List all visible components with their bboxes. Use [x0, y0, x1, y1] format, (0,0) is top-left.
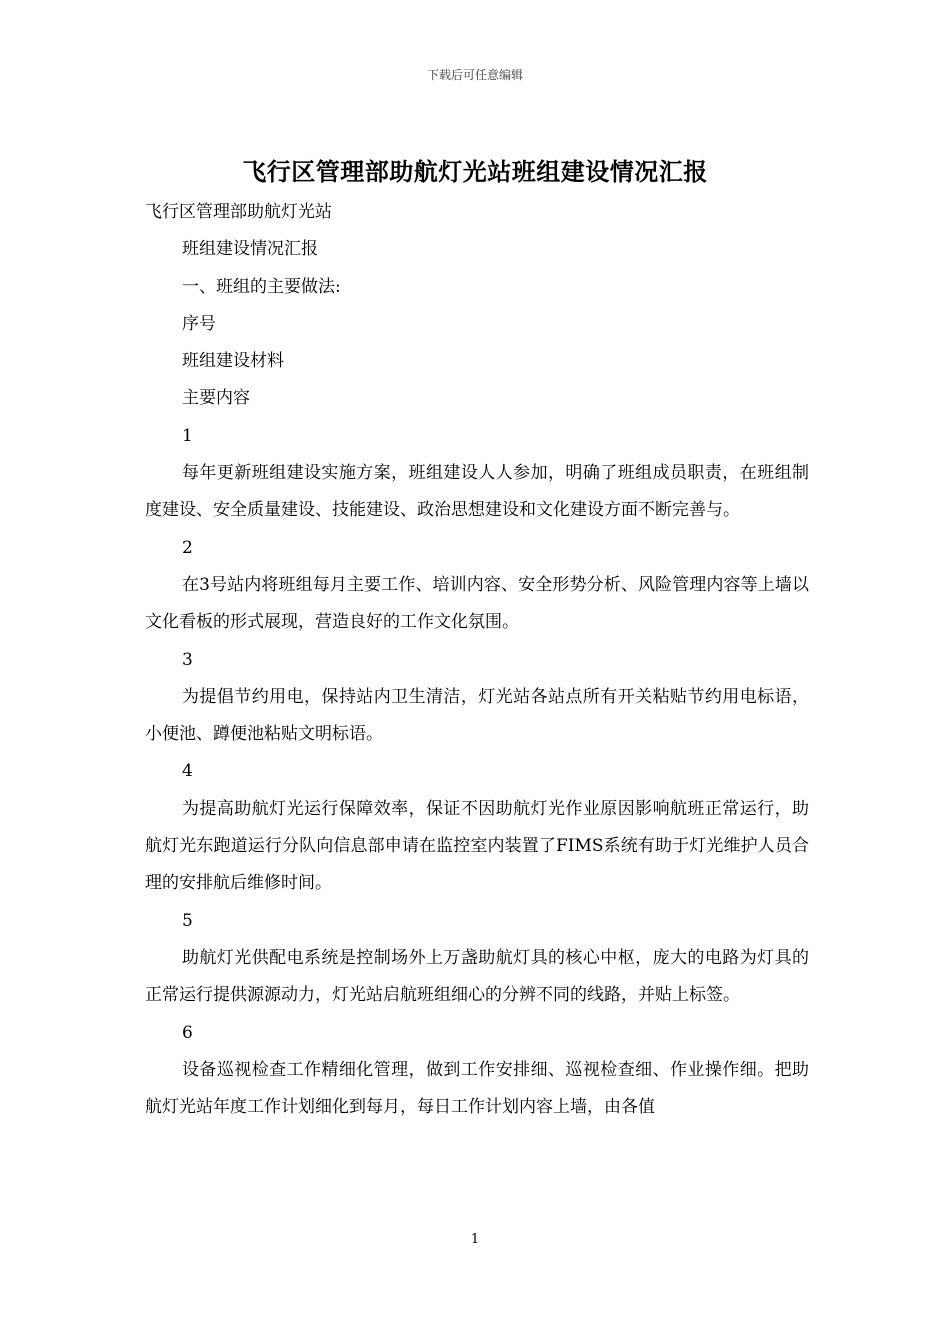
- page-number: 1: [470, 1232, 480, 1247]
- item-number-6: 6: [182, 1022, 193, 1043]
- item-content-1: 每年更新班组建设实施方案，班组建设人人参加，明确了班组成员职责，在班组制度建设、安全质量建设、技能建设、政治思想建设和文化建设方面不断完善与。: [145, 463, 809, 521]
- paragraph-report-title: 班组建设情况汇报: [182, 239, 318, 260]
- document-title: 飞行区管理部助航灯光站班组建设情况汇报: [242, 157, 708, 186]
- item-number-5: 5: [182, 910, 193, 931]
- item-content-4: 为提高助航灯光运行保障效率，保证不因助航灯光作业原因影响航班正常运行，助航灯光东跑道运行分队向信息部申请在监控室内装置了FIMS系统有助于灯光维护人员合理的安排航后维修时间。: [145, 798, 809, 894]
- table-header-material: 班组建设材料: [182, 351, 284, 372]
- section-heading-main-practices: 一、班组的主要做法:: [182, 276, 341, 297]
- item-content-2: 在3号站内将班组每月主要工作、培训内容、安全形势分析、风险管理内容等上墙以文化看板的形式展现，营造良好的工作文化氛围。: [145, 574, 809, 633]
- header-note: 下载后可任意编辑: [426, 68, 523, 82]
- paragraph-department: 飞行区管理部助航灯光站: [145, 202, 332, 222]
- item-content-3: 为提倡节约用电，保持站内卫生清洁，灯光站各站点所有开关粘贴节约用电标语，小便池、蹲便池粘贴文明标语。: [145, 686, 809, 745]
- item-number-1: 1: [182, 425, 193, 446]
- document-body: [145, 194, 809, 1126]
- item-number-4: 4: [182, 761, 193, 782]
- item-number-3: 3: [182, 649, 193, 670]
- item-content-5: 助航灯光供配电系统是控制场外上万盏助航灯具的核心中枢，庞大的电路为灯具的正常运行提供源源动力，灯光站启航班组细心的分辨不同的线路，并贴上标签。: [145, 947, 809, 1006]
- table-header-number: 序号: [182, 313, 216, 334]
- item-number-2: 2: [182, 537, 193, 558]
- item-content-6: 设备巡视检查工作精细化管理，做到工作安排细、巡视检查细、作业操作细。把助航灯光站年度工作计划细化到每月，每日工作计划内容上墙，由各值: [145, 1059, 809, 1118]
- table-header-content: 主要内容: [182, 388, 250, 409]
